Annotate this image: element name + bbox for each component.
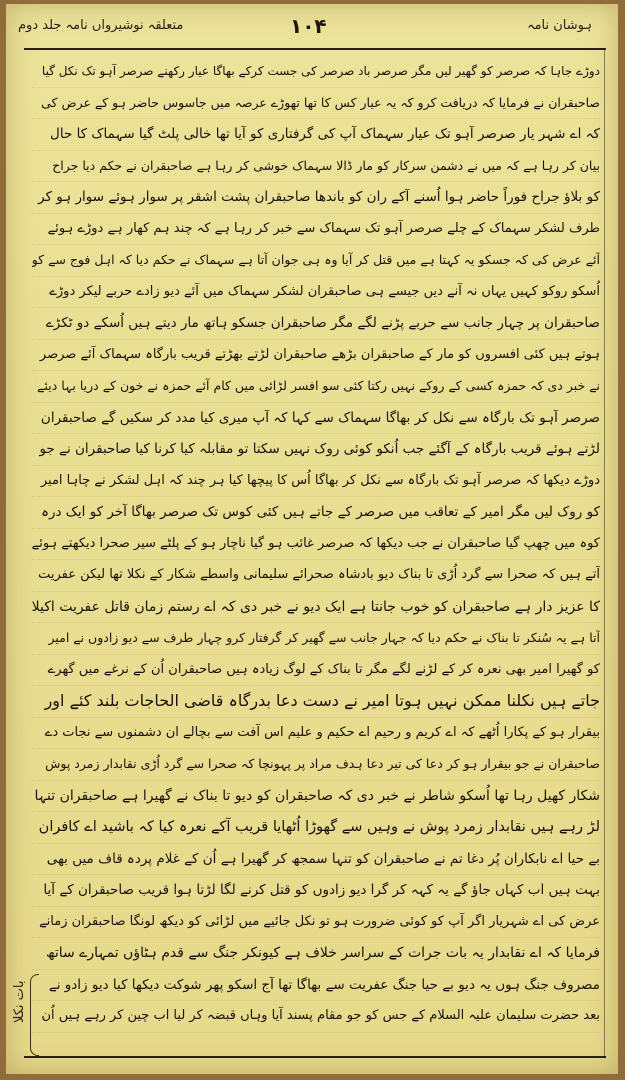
text-line: بے حیا اے نابکاران پُر دغا تم نے صاحبقران کو تنہا سمجھ کر گھیرا ہے اُن کے غلام پردہ قاف میں بھی <box>32 844 600 876</box>
running-title-book: ہوشان نامہ <box>526 18 592 33</box>
catchword: بات نکلا <box>12 980 27 1023</box>
text-line: شکار کھیل رہا تھا اُسکو شاطر نے خبر دی کہ صاحبقران کو دیو تا بناک نے گھیرا ہے صاحبقران تنہا <box>32 781 600 813</box>
text-line: کو روک لیں مگر امیر کے تعاقب میں صرصر کے جاتے ہیں کئی کوس تک صرصر بھاگا آخر کو ایک درہ <box>32 497 600 529</box>
text-line: جاتے ہیں نکلنا ممکن نہیں ہوتا امیر نے دست دعا بدرگاہ قاضی الحاجات بلند کئے اور <box>32 686 600 718</box>
text-line: عرض کی اے شہریار اگر آپ کو کوئی ضرورت ہو تو نکل جائیے میں لڑائی کو دیکھ لونگا صاحبقران زمانے <box>32 907 600 939</box>
text-line: بیان کر رہا ہے کہ میں نے دشمن سرکار کو مار ڈالا سہماک خوشی کر رہا ہے صاحبقران نے حکم دیا جراح <box>32 151 600 183</box>
text-line: کو گھیرا امیر بھی نعرہ کر کے لڑنے لگے مگر تا بناک کے لوگ زیادہ ہیں صاحبقران اُن کے نرغے میں گھرے <box>32 655 600 687</box>
footer-rule <box>24 1056 606 1058</box>
text-line: صاحبقران پر چہار جانب سے حربے پڑنے لگے مگر صاحبقران جسکو ہاتھ مار دیتے ہیں اُسکے دو ٹکڑے <box>32 308 600 340</box>
page-header <box>6 4 618 52</box>
text-line: نے خبر دی کہ حمزہ کسی کے روکے نہیں رکتا کئی سو افسر لڑائی میں کام آئے حمزہ نے خون کے دریا بہا دیئے <box>32 371 600 403</box>
text-line: بہت ہیں اب کہاں جاؤ گے یہ کہہ کر گرا دیو زادوں کو قتل کرنے لگا لڑتا ہوا قریب صاحبقران کے آیا <box>32 875 600 907</box>
header-rule <box>24 48 606 50</box>
body-text <box>32 56 600 1033</box>
text-line: لڑتے ہوئے قریب بارگاہ کے آگئے جب اُنکو کوئی روک نہیں سکتا تو مقابلہ کیا کرنا کیا صاحبقران نے جو <box>32 434 600 466</box>
text-line: فرمایا کہ اے نقابدار یہ بات جرات کے سراسر خلاف ہے کیونکر جنگ سے قدم ہٹاؤں تمہارے ساتھ <box>32 938 600 970</box>
right-margin-rule <box>604 48 605 1056</box>
page-number: ۱۰۴ <box>290 14 327 38</box>
text-line: اُسکو روکو کہیں یہاں نہ آنے دیں جیسے ہی صاحبقران لشکر سہماک میں آئے دیو زادے حربے لیکر دوڑے <box>32 277 600 309</box>
text-line: طرف لشکر سہماک کے چلے صرصر آہو تک سہماک سے خبر کر رہا ہے کہ چند ہم کھار ہے دوڑے ہوئے <box>32 214 600 246</box>
text-line: کوہ میں چھپ گیا صاحبقران نے جب دیکھا کہ صرصر غائب ہو گیا ناچار ہو کے پلٹے سیر صحرا دیکھتے ہوئے <box>32 529 600 561</box>
text-line: لڑ رہے ہیں نقابدار زمرد پوش نے وہیں سے گھوڑا اُٹھایا قریب آکے نعرہ کیا کہ باشید اے کافران <box>32 812 600 844</box>
text-line: صاحبقران نے فرمایا کہ دریافت کرو کہ یہ عیار کس کا تھا تھوڑے عرصہ میں جاسوس حاضر ہو کے عرض کی <box>32 88 600 120</box>
text-line: کو بلاؤ جراح فوراً حاضر ہوا اُسنے آکے ران کو باندھا صاحبقران پشت اشقر پر سوار ہوئے سوار ہو کر <box>32 182 600 214</box>
text-line: ہوتے ہیں کئی افسروں کو مار کے صاحبقران بڑھے صاحبقران لڑتے بھڑتے قریب بارگاہ سہماک آئے صرصر <box>32 340 600 372</box>
text-line: بیقرار ہو کے پکارا اُٹھے کہ اے کریم و رحیم اے حکیم و علیم اس آفت سے بچالے ان دشمنوں سے نجات دے <box>32 718 600 750</box>
text-line: آتے ہیں کہ صحرا سے گرد اُڑی تا بناک دیو بادشاہ صحرائے سلیمانی واسطے شکار کے نکلا تھا لیکن عفریت <box>32 560 600 592</box>
margin-bracket <box>30 974 39 1056</box>
text-line: آئے عرض کی کہ جسکو یہ کہتا ہے میں قتل کر آیا وہ ہی جوان آتا ہے سہماک نے حکم دیا کہ اہل فوج سے کو <box>32 245 600 277</box>
text-line: بعد حضرت سلیمان علیہ السلام کے جس کو جو مقام پسند آیا وہاں قبضہ کر لیا اب چین کر رہے ہیں اُن <box>32 1001 600 1033</box>
text-line: صاحبقران نے جو بیقرار ہو کر دعا کی تیر دعا ہدف مراد پر پہونچا کہ صحرا سے گرد اُڑی نقابدار زمرد پوش <box>32 749 600 781</box>
text-line: دوڑے دیکھا کہ صرصر آہو تک بارگاہ سے نکل کر بھاگا اُس کا پیچھا کیا ہر چند کہ اہل لشکر نے چاہا امیر <box>32 466 600 498</box>
running-title-volume: متعلقہ نوشیرواں نامہ جلد دوم <box>18 18 184 33</box>
text-line: مصروف جنگ ہوں یہ دیو بے حیا جنگ عفریت سے بھاگا تھا آج اسکو پھر شوکت دیکھا کیا دیو زادو نے <box>32 970 600 1002</box>
text-line: صرصر آہو تک بارگاہ سے نکل کر بھاگا سہماک سے کہا کہ آپ میری کیا مدد کر سکیں گے صاحبقران <box>32 403 600 435</box>
text-line: کا عزیز دار ہے صاحبقران کو خوب جانتا ہے ایک دیو نے خبر دی کہ اے رستم زمان قاتل عفریت اکیلا <box>32 592 600 624</box>
text-line: کہ اے شہر یار صرصر آہو تک عیار سہماک آپ کی گرفتاری کو آیا تھا خالی پلٹ گیا سہماک کا حال <box>32 119 600 151</box>
text-line: آتا ہے یہ سُنکر تا بناک نے حکم دیا کہ جہار جانب سے گھیر کر گرفتار کرو چہار طرف سے دیو زادوں نے امیر <box>32 623 600 655</box>
manuscript-page <box>6 4 618 1074</box>
text-line: دوڑے جاہا کہ صرصر کو گھیر لیں مگر صرصر باد صرصر کی جست کرکے بھاگا عیار رکھنے صرصر آہو تک نکل گیا <box>32 56 600 88</box>
